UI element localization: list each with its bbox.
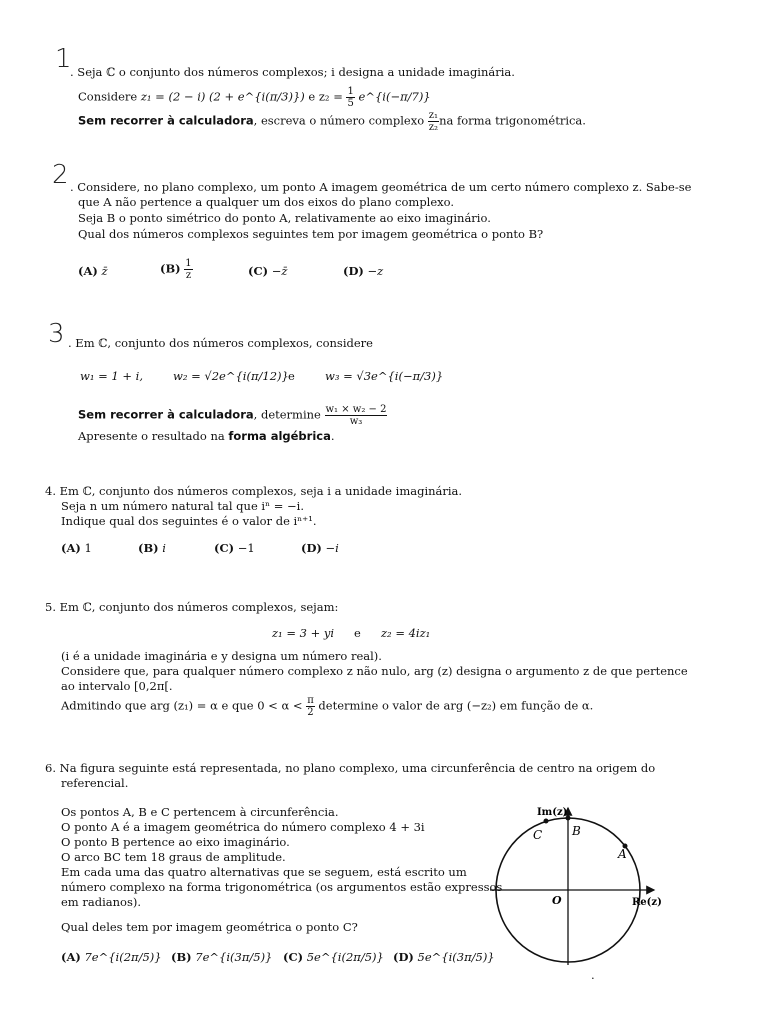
equation-z2: z₂ = 4iz₁ bbox=[381, 626, 431, 640]
question-text: Seja B o ponto simétrico do ponto A, relativamente ao eixo imaginário. bbox=[78, 211, 491, 225]
question-text: Qual deles tem por imagem geométrica o ponto C? bbox=[61, 920, 358, 934]
body-line: O arco BC tem 18 graus de amplitude. bbox=[61, 850, 286, 864]
point-c-marker bbox=[544, 819, 549, 824]
body-line: Em cada uma das quatro alternativas que se seguem, está escrito um bbox=[61, 865, 467, 879]
body-line: O ponto B pertence ao eixo imaginário. bbox=[61, 835, 290, 849]
question-text: ao intervalo [0,2π[. bbox=[61, 679, 173, 693]
body-line: número complexo na forma trigonométrica (os argumentos estão expressos bbox=[61, 880, 503, 894]
origin-label: O bbox=[552, 894, 562, 907]
option-c[interactable]: (C) −1 bbox=[214, 541, 255, 555]
body-line: em radianos). bbox=[61, 895, 141, 909]
option-a[interactable]: (A) z̄ bbox=[78, 264, 108, 278]
equation-z1: z₁ = 3 + yi bbox=[272, 626, 335, 640]
question-text: Sem recorrer à calculadora, determine $\frac{\text{w₁ × w₂ − 2}}{\text{w₃}}$ bbox=[78, 404, 387, 427]
equation-conj: e bbox=[354, 626, 361, 640]
equation-w3: w₃ = √3e^{i(−π/3)} bbox=[325, 369, 444, 383]
option-c[interactable]: (C) −z̄ bbox=[248, 264, 288, 278]
im-axis-label: Im(z) bbox=[537, 807, 568, 818]
question-text: Sem recorrer à calculadora, escreva o número complexo $\frac{\text{z₁}}{\text{z₂}}$ na forma trigonométrica. bbox=[78, 110, 586, 133]
question-number-handwritten: 2 bbox=[52, 160, 69, 190]
point-b-label: B bbox=[572, 824, 581, 838]
question-text: 4. Em ℂ, conjunto dos números complexos, seja i a unidade imaginária. bbox=[45, 484, 463, 498]
option-b[interactable]: (B) $\frac{1}{z}$ bbox=[160, 258, 192, 281]
point-a-label: A bbox=[618, 847, 627, 861]
equation-w2: w₂ = √2e^{i(π/12)} bbox=[173, 369, 289, 383]
question-text: Admitindo que arg (z₁) = α e que 0 < α < $\frac{\pi}{2}$ determine o valor de arg (−z₂) em função de α. bbox=[61, 695, 594, 718]
question-text: Considere z₁ = (2 − i) (2 + e^{i(π/3)}) e z₂ = $\frac{1}{5}$ e^{i(−π/7)} bbox=[78, 86, 431, 109]
question-text: Apresente o resultado na forma algébrica. bbox=[78, 429, 335, 443]
question-text: Qual dos números complexos seguintes tem por imagem geométrica o ponto B? bbox=[78, 227, 544, 241]
re-axis-label: Re(z) bbox=[632, 897, 662, 908]
option-a[interactable]: (A) 7e^{i(2π/5)} bbox=[61, 950, 162, 964]
equation-conj: e bbox=[288, 369, 295, 383]
complex-plane-figure bbox=[482, 800, 672, 975]
option-b[interactable]: (B) 7e^{i(3π/5)} bbox=[171, 950, 273, 964]
question-number-handwritten: 3 bbox=[48, 319, 65, 349]
question-text: Indique qual dos seguintes é o valor de iⁿ⁺¹. bbox=[61, 514, 317, 528]
option-d[interactable]: (D) −i bbox=[301, 541, 339, 555]
question-text: . Seja ℂ o conjunto dos números complexos; i designa a unidade imaginária. bbox=[70, 65, 515, 79]
question-text: referencial. bbox=[61, 776, 129, 790]
question-text: que A não pertence a qualquer um dos eixos do plano complexo. bbox=[78, 195, 455, 209]
option-d[interactable]: (D) −z bbox=[343, 264, 384, 278]
question-text: 6. Na figura seguinte está representada, no plano complexo, uma circunferência de centro na origem do bbox=[45, 761, 656, 775]
question-text: . Considere, no plano complexo, um ponto A imagem geométrica de um certo número complexo z. Sabe-se bbox=[70, 180, 692, 194]
option-d[interactable]: (D) 5e^{i(3π/5)} bbox=[393, 950, 495, 964]
option-c[interactable]: (C) 5e^{i(2π/5)} bbox=[283, 950, 384, 964]
body-line: O ponto A é a imagem geométrica do número complexo 4 + 3i bbox=[61, 820, 425, 834]
body-line: Os pontos A, B e C pertencem à circunferência. bbox=[61, 805, 339, 819]
question-text: Considere que, para qualquer número complexo z não nulo, arg (z) designa o argumento z de que pertence bbox=[61, 664, 688, 678]
question-text: Seja n um número natural tal que iⁿ = −i. bbox=[61, 499, 304, 513]
question-number-handwritten: 1 bbox=[55, 44, 72, 74]
footer-dot: . bbox=[591, 968, 595, 982]
equation-w1: w₁ = 1 + i, bbox=[80, 369, 143, 383]
option-a[interactable]: (A) 1 bbox=[61, 541, 92, 555]
question-text: (i é a unidade imaginária e y designa um número real). bbox=[61, 649, 382, 663]
point-c-label: C bbox=[533, 828, 543, 842]
option-b[interactable]: (B) i bbox=[138, 541, 166, 555]
question-text: 5. Em ℂ, conjunto dos números complexos, sejam: bbox=[45, 600, 339, 614]
question-text: . Em ℂ, conjunto dos números complexos, considere bbox=[68, 336, 373, 350]
